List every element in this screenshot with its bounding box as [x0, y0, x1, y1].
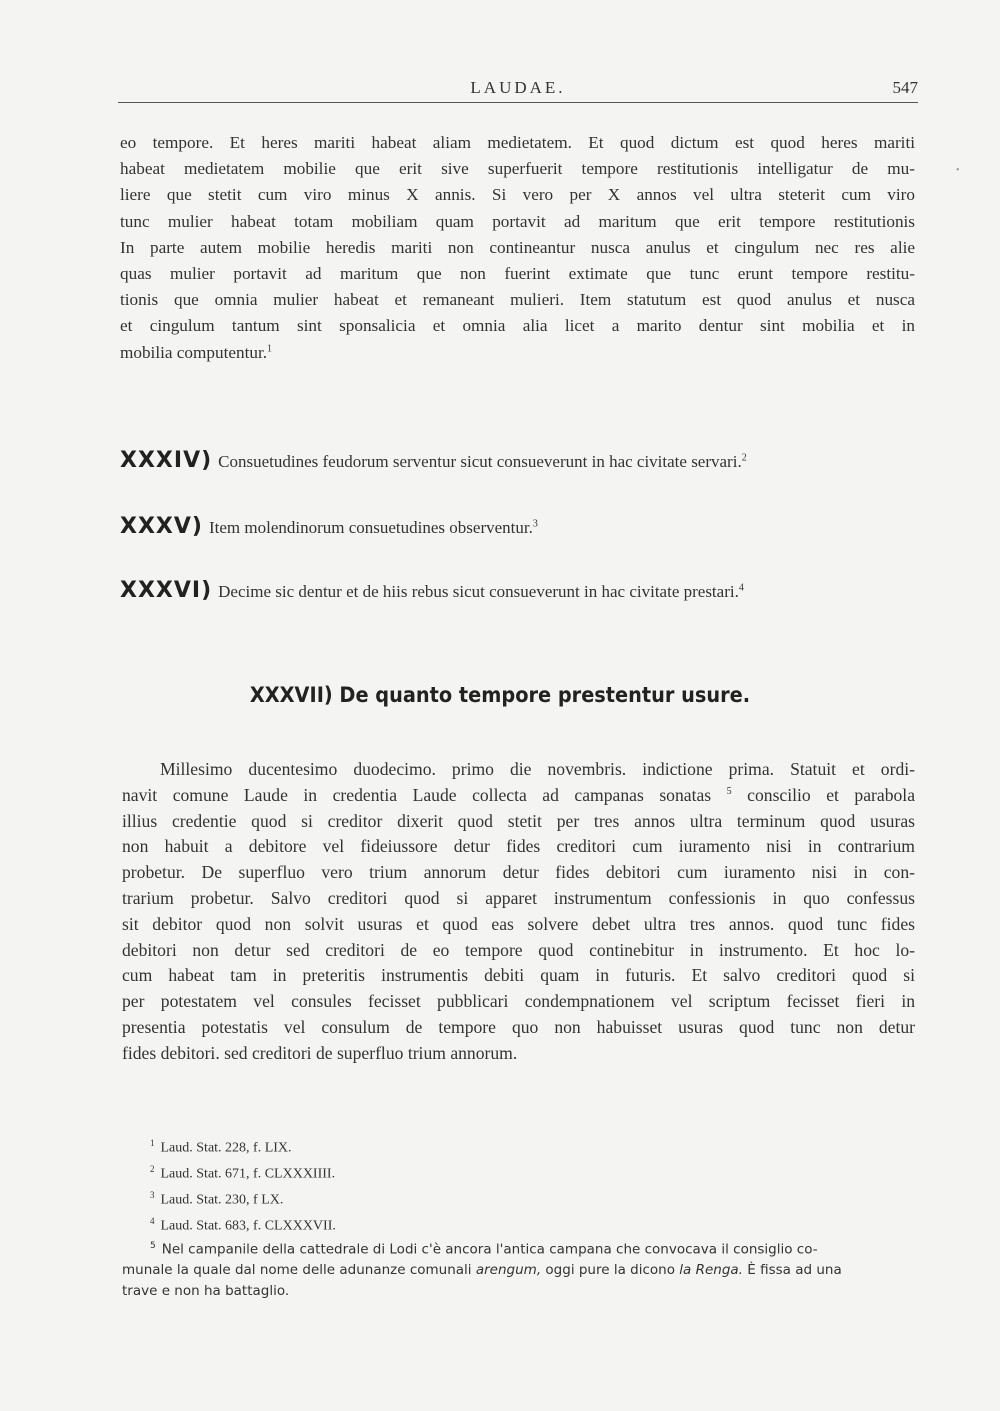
article-text: Item molendinorum consuetudines observentur.	[208, 518, 533, 537]
footnote-text: È fissa ad una	[747, 1262, 842, 1278]
footnote	[150, 1159, 920, 1185]
section-heading: XXXVII) De quanto tempore prestentur usure.	[249, 683, 751, 707]
article-text: Decime sic dentur et de hiis rebus sicut consueverunt in hac civitate prestari.	[218, 582, 739, 601]
section-line-part: conscilio et parabola	[747, 784, 915, 805]
footnote-text: munale la quale dal nome delle adunanze comunali	[122, 1262, 472, 1278]
footnote-text: oggi pure la dicono	[545, 1262, 675, 1278]
footnote-ref[interactable]: 5	[726, 785, 732, 797]
article-xxxv	[120, 514, 915, 539]
article-xxxvi	[120, 578, 915, 603]
section-line: cum habeat tam in preteritis instrumentis debiti quam in futuris. Et salvo creditori quod si	[122, 965, 915, 986]
margin-speck: •	[956, 165, 960, 176]
section-line: debitori non detur sed creditori de eo tempore quod continebitur in instrumento. Et hoc lo-	[122, 939, 915, 960]
footnote-mark: 5	[150, 1241, 156, 1251]
footnote-mark: 2	[150, 1164, 155, 1175]
footnote-line: trave e non ha battaglio.	[122, 1282, 290, 1299]
article-text: Consuetudines feudorum serventur sicut consueverunt in hac civitate servari.	[218, 452, 742, 471]
footnote-line	[122, 1236, 917, 1260]
footnote-italic: la Renga.	[679, 1262, 743, 1278]
section-line: illius credentie quod si creditor dixerit quod stetit per tres annos ultra terminum quod usuras	[122, 810, 915, 831]
page-number: 547	[892, 78, 918, 97]
footnote-line	[122, 1260, 917, 1281]
footnote-ref[interactable]: 3	[532, 518, 538, 530]
footnote	[150, 1185, 920, 1211]
section-line-part: navit comune Laude in credentia Laude collecta ad campanas sonatas	[122, 784, 712, 805]
footnote-italic: arengum,	[475, 1262, 542, 1278]
body-line: In parte autem mobilie heredis mariti non contineantur nusca anulus et cingulum nec res alie	[120, 237, 915, 257]
body-line: habeat medietatem mobilie que erit sive superfuerit tempore restitutionis intelligatur de mu-	[120, 159, 915, 179]
section-line: presentia potestatis vel consulum de tempore quo non habuisset usuras quod tunc non detur	[122, 1016, 915, 1037]
section-line: sit debitor quod non solvit usuras et quod eas solvere debet ultra tres annos. quod tunc fides	[122, 913, 915, 934]
article-xxxiv	[120, 448, 915, 473]
page-header	[118, 76, 918, 103]
section-line: probetur. De superfluo vero trium annorum detur fides debitori cum iuramento nisi in con-	[122, 862, 915, 883]
body-line: liere que stetit cum viro minus X annis. Si vero per X annos vel ultra steterit cum viro	[120, 185, 915, 205]
footnote-ref[interactable]: 1	[267, 342, 273, 354]
footnote-ref[interactable]: 4	[738, 582, 744, 594]
section-line: per potestatem vel consules fecisset pubblicari condempnationem vel scriptum fecisset fieri in	[122, 991, 915, 1012]
body-last-text: mobilia computentur.	[120, 342, 268, 362]
section-line: trarium probetur. Salvo creditori quod si apparet instrumentum confessionis in quo confessus	[122, 887, 915, 908]
article-number: XXXVI)	[120, 578, 213, 603]
footnote-text: Laud. Stat. 228, f. LIX.	[160, 1140, 292, 1156]
section-line-last: fides debitori. sed creditori de superfluo trium annorum.	[122, 1042, 518, 1063]
body-line: tionis que omnia mulier habeat et remaneant mulieri. Item statutum est quod anulus et nusca	[120, 290, 915, 310]
footnote-mark: 1	[150, 1138, 155, 1148]
article-number: XXXIV)	[120, 448, 213, 473]
footnote-text: Laud. Stat. 683, f. CLXXXVII.	[160, 1219, 336, 1235]
footnote-text: Laud. Stat. 230, f LX.	[160, 1192, 284, 1208]
body-line: eo tempore. Et heres mariti habeat aliam medietatem. Et quod dictum est quod heres mariti	[120, 133, 915, 152]
running-title: LAUDAE.	[470, 78, 566, 97]
footnote	[150, 1211, 920, 1237]
section-line	[122, 783, 915, 809]
body-line: et cingulum tantum sint sponsalicia et omnia alia licet a marito dentur sint mobilia et in	[120, 316, 915, 336]
footnotes	[150, 1133, 920, 1238]
footnote-ref[interactable]: 2	[741, 452, 747, 464]
footnote-text: Laud. Stat. 671, f. CLXXXIIII.	[160, 1166, 336, 1182]
footnote	[150, 1133, 920, 1159]
section-paragraph	[122, 757, 915, 1067]
section-line: Millesimo ducentesimo duodecimo. primo die novembris. indictione prima. Statuit et ordi-	[160, 759, 915, 779]
footnote-text: Nel campanile della cattedrale di Lodi c'è ancora l'antica campana che convocava il consiglio co-	[161, 1241, 818, 1258]
body-line-last	[120, 340, 915, 366]
footnote-mark: 4	[150, 1216, 155, 1227]
body-line: tunc mulier habeat totam mobiliam quam portavit ad maritum que erit tempore restitutionis	[120, 211, 915, 231]
article-number: XXXV)	[120, 514, 203, 539]
section-line: non habuit a debitore vel fideiussore detur fides creditori cum iuramento nisi in contrarium	[122, 836, 915, 857]
body-paragraph	[120, 130, 915, 366]
footnote-mark: 3	[150, 1190, 155, 1201]
footnote-5	[122, 1236, 917, 1301]
body-line: quas mulier portavit ad maritum que non fuerint extimate que tunc erunt tempore restitu-	[120, 264, 915, 284]
